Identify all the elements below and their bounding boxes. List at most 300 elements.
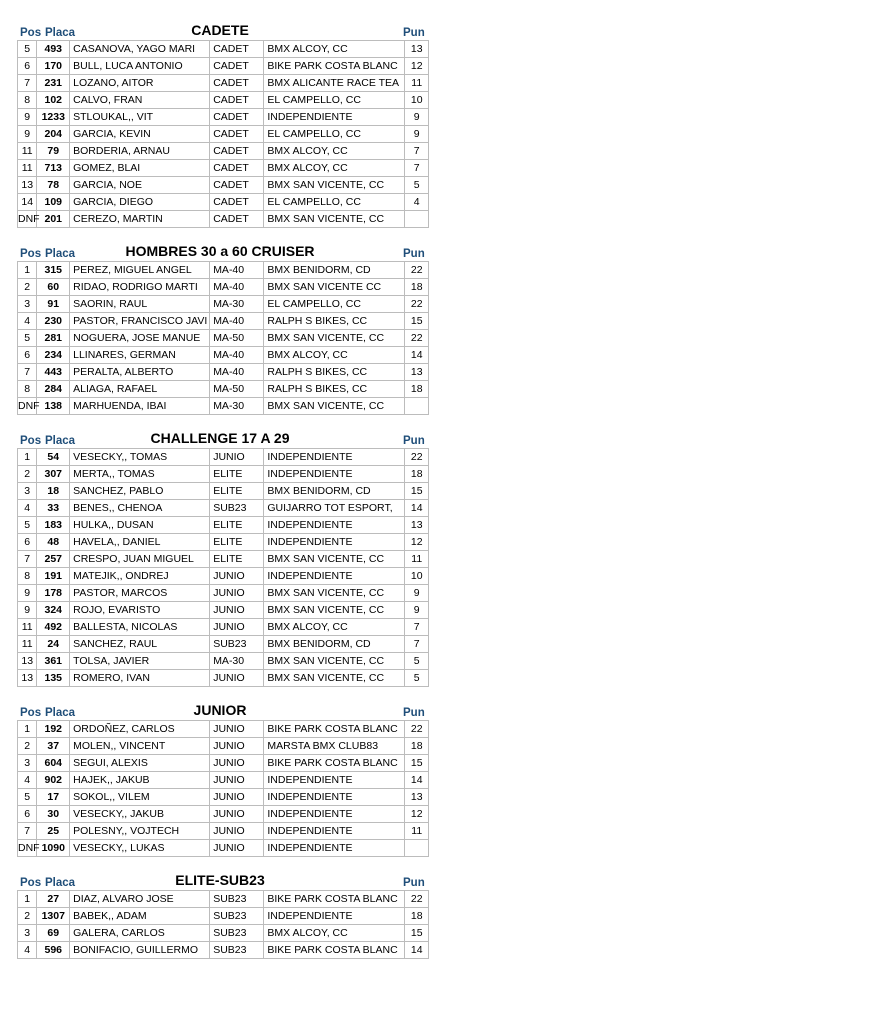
position-cell: 6 [18, 534, 37, 551]
position-cell: 11 [18, 636, 37, 653]
rider-name-cell: ORDOÑEZ, CARLOS [70, 721, 210, 738]
plate-number-cell: 315 [37, 262, 70, 279]
club-cell: INDEPENDIENTE [264, 449, 405, 466]
plate-number-cell: 191 [37, 568, 70, 585]
points-cell: 14 [405, 500, 429, 517]
position-cell: 5 [18, 789, 37, 806]
points-cell: 22 [405, 449, 429, 466]
plate-number-cell: 18 [37, 483, 70, 500]
points-cell: 10 [405, 92, 429, 109]
club-cell: BMX SAN VICENTE CC [264, 279, 405, 296]
table-row [18, 92, 429, 109]
points-cell: 22 [405, 262, 429, 279]
club-cell: RALPH S BIKES, CC [264, 313, 405, 330]
category-cell: JUNIO [210, 568, 264, 585]
table-row [18, 262, 429, 279]
rider-name-cell: NOGUERA, JOSE MANUE [70, 330, 210, 347]
category-cell: CADET [210, 58, 264, 75]
rider-name-cell: GARCIA, KEVIN [70, 126, 210, 143]
plate-number-cell: 78 [37, 177, 70, 194]
column-header-placa: Placa [45, 248, 76, 260]
position-cell: 4 [18, 313, 37, 330]
position-cell: 8 [18, 92, 37, 109]
plate-number-cell: 234 [37, 347, 70, 364]
table-row [18, 466, 429, 483]
category-cell: ELITE [210, 517, 264, 534]
plate-number-cell: 713 [37, 160, 70, 177]
rider-name-cell: ALIAGA, RAFAEL [70, 381, 210, 398]
category-cell: JUNIO [210, 602, 264, 619]
plate-number-cell: 109 [37, 194, 70, 211]
section-header [17, 239, 429, 261]
rider-name-cell: HAJEK,, JAKUB [70, 772, 210, 789]
club-cell: BMX ALCOY, CC [264, 41, 405, 58]
position-cell: 2 [18, 738, 37, 755]
position-cell: 4 [18, 500, 37, 517]
table-row [18, 41, 429, 58]
plate-number-cell: 25 [37, 823, 70, 840]
points-cell: 11 [405, 823, 429, 840]
plate-number-cell: 1090 [37, 840, 70, 857]
plate-number-cell: 183 [37, 517, 70, 534]
results-section [17, 698, 429, 857]
points-cell: 15 [405, 313, 429, 330]
club-cell: BMX SAN VICENTE, CC [264, 330, 405, 347]
club-cell: EL CAMPELLO, CC [264, 194, 405, 211]
column-header-pos: Pos [20, 707, 42, 719]
section-title: JUNIOR [193, 702, 247, 718]
club-cell: BIKE PARK COSTA BLANC [264, 891, 405, 908]
club-cell: INDEPENDIENTE [264, 823, 405, 840]
plate-number-cell: 284 [37, 381, 70, 398]
points-cell: 12 [405, 534, 429, 551]
section-title: HOMBRES 30 a 60 CRUISER [125, 243, 315, 259]
rider-name-cell: CRESPO, JUAN MIGUEL [70, 551, 210, 568]
rider-name-cell: GARCIA, NOE [70, 177, 210, 194]
table-row [18, 721, 429, 738]
club-cell: INDEPENDIENTE [264, 908, 405, 925]
category-cell: MA-40 [210, 347, 264, 364]
table-row [18, 109, 429, 126]
position-cell: 6 [18, 347, 37, 364]
rider-name-cell: VESECKY,, TOMAS [70, 449, 210, 466]
column-header-pos: Pos [20, 27, 42, 39]
column-header-placa: Placa [45, 27, 76, 39]
plate-number-cell: 324 [37, 602, 70, 619]
rider-name-cell: ROMERO, IVAN [70, 670, 210, 687]
category-cell: CADET [210, 177, 264, 194]
plate-number-cell: 37 [37, 738, 70, 755]
position-cell: 2 [18, 466, 37, 483]
club-cell: BMX ALCOY, CC [264, 925, 405, 942]
position-cell: 9 [18, 602, 37, 619]
results-document [17, 18, 429, 970]
points-cell: 12 [405, 806, 429, 823]
position-cell: 9 [18, 585, 37, 602]
plate-number-cell: 48 [37, 534, 70, 551]
category-cell: JUNIO [210, 840, 264, 857]
rider-name-cell: PEREZ, MIGUEL ANGEL [70, 262, 210, 279]
points-cell: 13 [405, 517, 429, 534]
column-header-placa: Placa [45, 707, 76, 719]
club-cell: INDEPENDIENTE [264, 534, 405, 551]
section-header [17, 426, 429, 448]
points-cell: 13 [405, 41, 429, 58]
category-cell: SUB23 [210, 636, 264, 653]
plate-number-cell: 27 [37, 891, 70, 908]
category-cell: SUB23 [210, 942, 264, 959]
club-cell: GUIJARRO TOT ESPORT, [264, 500, 405, 517]
points-cell [405, 398, 429, 415]
rider-name-cell: STLOUKAL,, VIT [70, 109, 210, 126]
rider-name-cell: CEREZO, MARTIN [70, 211, 210, 228]
rider-name-cell: SANCHEZ, PABLO [70, 483, 210, 500]
rider-name-cell: SOKOL,, VILEM [70, 789, 210, 806]
points-cell: 11 [405, 75, 429, 92]
club-cell: BIKE PARK COSTA BLANC [264, 721, 405, 738]
results-section [17, 868, 429, 959]
position-cell: 1 [18, 262, 37, 279]
position-cell: 7 [18, 364, 37, 381]
club-cell: BMX BENIDORM, CD [264, 636, 405, 653]
points-cell: 13 [405, 789, 429, 806]
club-cell: INDEPENDIENTE [264, 109, 405, 126]
column-header-pos: Pos [20, 248, 42, 260]
table-row [18, 823, 429, 840]
points-cell: 18 [405, 381, 429, 398]
section-title: CHALLENGE 17 A 29 [150, 430, 290, 446]
column-header-pos: Pos [20, 877, 42, 889]
category-cell: CADET [210, 75, 264, 92]
plate-number-cell: 91 [37, 296, 70, 313]
category-cell: MA-40 [210, 313, 264, 330]
club-cell: BIKE PARK COSTA BLANC [264, 942, 405, 959]
rider-name-cell: MOLEN,, VINCENT [70, 738, 210, 755]
plate-number-cell: 902 [37, 772, 70, 789]
position-cell: 11 [18, 619, 37, 636]
column-header-pun: Pun [403, 248, 425, 260]
column-header-pos: Pos [20, 435, 42, 447]
plate-number-cell: 138 [37, 398, 70, 415]
points-cell: 4 [405, 194, 429, 211]
club-cell: RALPH S BIKES, CC [264, 364, 405, 381]
results-table [17, 448, 429, 687]
points-cell: 11 [405, 551, 429, 568]
category-cell: SUB23 [210, 925, 264, 942]
plate-number-cell: 1233 [37, 109, 70, 126]
rider-name-cell: TOLSA, JAVIER [70, 653, 210, 670]
category-cell: CADET [210, 143, 264, 160]
position-cell: 1 [18, 721, 37, 738]
plate-number-cell: 231 [37, 75, 70, 92]
rider-name-cell: CALVO, FRAN [70, 92, 210, 109]
club-cell: BMX SAN VICENTE, CC [264, 585, 405, 602]
table-row [18, 738, 429, 755]
category-cell: JUNIO [210, 755, 264, 772]
points-cell: 18 [405, 466, 429, 483]
rider-name-cell: MARHUENDA, IBAI [70, 398, 210, 415]
table-row [18, 143, 429, 160]
plate-number-cell: 307 [37, 466, 70, 483]
points-cell: 14 [405, 772, 429, 789]
table-row [18, 160, 429, 177]
category-cell: JUNIO [210, 772, 264, 789]
table-row [18, 755, 429, 772]
points-cell: 14 [405, 942, 429, 959]
category-cell: CADET [210, 109, 264, 126]
position-cell: 11 [18, 143, 37, 160]
club-cell: INDEPENDIENTE [264, 772, 405, 789]
category-cell: SUB23 [210, 500, 264, 517]
club-cell: EL CAMPELLO, CC [264, 92, 405, 109]
points-cell: 18 [405, 908, 429, 925]
results-table [17, 40, 429, 228]
category-cell: CADET [210, 194, 264, 211]
club-cell: MARSTA BMX CLUB83 [264, 738, 405, 755]
plate-number-cell: 24 [37, 636, 70, 653]
rider-name-cell: PERALTA, ALBERTO [70, 364, 210, 381]
section-header [17, 18, 429, 40]
rider-name-cell: BONIFACIO, GUILLERMO [70, 942, 210, 959]
plate-number-cell: 604 [37, 755, 70, 772]
category-cell: JUNIO [210, 670, 264, 687]
plate-number-cell: 230 [37, 313, 70, 330]
rider-name-cell: SANCHEZ, RAUL [70, 636, 210, 653]
club-cell: EL CAMPELLO, CC [264, 296, 405, 313]
plate-number-cell: 54 [37, 449, 70, 466]
plate-number-cell: 493 [37, 41, 70, 58]
club-cell: RALPH S BIKES, CC [264, 381, 405, 398]
table-row [18, 296, 429, 313]
category-cell: MA-30 [210, 398, 264, 415]
results-table [17, 890, 429, 959]
club-cell: INDEPENDIENTE [264, 789, 405, 806]
table-row [18, 840, 429, 857]
position-cell: 7 [18, 75, 37, 92]
category-cell: MA-40 [210, 364, 264, 381]
table-row [18, 58, 429, 75]
section-title: ELITE-SUB23 [175, 872, 265, 888]
rider-name-cell: BABEK,, ADAM [70, 908, 210, 925]
column-header-pun: Pun [403, 877, 425, 889]
points-cell: 22 [405, 721, 429, 738]
points-cell: 15 [405, 483, 429, 500]
column-header-pun: Pun [403, 707, 425, 719]
rider-name-cell: SEGUI, ALEXIS [70, 755, 210, 772]
column-header-pun: Pun [403, 27, 425, 39]
plate-number-cell: 192 [37, 721, 70, 738]
position-cell: DNF [18, 211, 37, 228]
table-row [18, 568, 429, 585]
rider-name-cell: BORDERIA, ARNAU [70, 143, 210, 160]
club-cell: BMX ALCOY, CC [264, 143, 405, 160]
section-title: CADETE [191, 22, 249, 38]
category-cell: SUB23 [210, 908, 264, 925]
points-cell: 22 [405, 330, 429, 347]
plate-number-cell: 17 [37, 789, 70, 806]
column-header-placa: Placa [45, 877, 76, 889]
table-row [18, 194, 429, 211]
position-cell: DNF [18, 398, 37, 415]
category-cell: MA-30 [210, 296, 264, 313]
points-cell: 9 [405, 126, 429, 143]
club-cell: EL CAMPELLO, CC [264, 126, 405, 143]
category-cell: CADET [210, 126, 264, 143]
rider-name-cell: POLESNY,, VOJTECH [70, 823, 210, 840]
table-row [18, 279, 429, 296]
plate-number-cell: 1307 [37, 908, 70, 925]
points-cell: 10 [405, 568, 429, 585]
category-cell: SUB23 [210, 891, 264, 908]
results-table [17, 261, 429, 415]
table-row [18, 381, 429, 398]
points-cell: 12 [405, 58, 429, 75]
rider-name-cell: GOMEZ, BLAI [70, 160, 210, 177]
club-cell: BMX SAN VICENTE, CC [264, 211, 405, 228]
table-row [18, 75, 429, 92]
plate-number-cell: 492 [37, 619, 70, 636]
category-cell: JUNIO [210, 449, 264, 466]
points-cell: 5 [405, 653, 429, 670]
rider-name-cell: CASANOVA, YAGO MARI [70, 41, 210, 58]
points-cell: 9 [405, 585, 429, 602]
category-cell: MA-40 [210, 262, 264, 279]
rider-name-cell: MATEJIK,, ONDREJ [70, 568, 210, 585]
table-row [18, 211, 429, 228]
position-cell: 9 [18, 109, 37, 126]
position-cell: 13 [18, 670, 37, 687]
points-cell: 14 [405, 347, 429, 364]
rider-name-cell: HULKA,, DUSAN [70, 517, 210, 534]
plate-number-cell: 30 [37, 806, 70, 823]
table-row [18, 126, 429, 143]
position-cell: 14 [18, 194, 37, 211]
club-cell: BMX SAN VICENTE, CC [264, 602, 405, 619]
plate-number-cell: 102 [37, 92, 70, 109]
rider-name-cell: LOZANO, AITOR [70, 75, 210, 92]
position-cell: 4 [18, 942, 37, 959]
position-cell: 9 [18, 126, 37, 143]
table-row [18, 330, 429, 347]
table-row [18, 398, 429, 415]
club-cell: BMX ALCOY, CC [264, 160, 405, 177]
club-cell: BMX SAN VICENTE, CC [264, 653, 405, 670]
table-row [18, 942, 429, 959]
club-cell: BIKE PARK COSTA BLANC [264, 755, 405, 772]
points-cell: 5 [405, 670, 429, 687]
rider-name-cell: VESECKY,, LUKAS [70, 840, 210, 857]
position-cell: 1 [18, 449, 37, 466]
points-cell: 5 [405, 177, 429, 194]
plate-number-cell: 170 [37, 58, 70, 75]
category-cell: ELITE [210, 551, 264, 568]
category-cell: JUNIO [210, 738, 264, 755]
points-cell: 13 [405, 364, 429, 381]
plate-number-cell: 79 [37, 143, 70, 160]
club-cell: BMX ALCOY, CC [264, 619, 405, 636]
rider-name-cell: MERTA,, TOMAS [70, 466, 210, 483]
rider-name-cell: HAVELA,, DANIEL [70, 534, 210, 551]
rider-name-cell: ROJO, EVARISTO [70, 602, 210, 619]
table-row [18, 534, 429, 551]
plate-number-cell: 257 [37, 551, 70, 568]
table-row [18, 177, 429, 194]
points-cell: 18 [405, 279, 429, 296]
position-cell: 7 [18, 823, 37, 840]
position-cell: 6 [18, 806, 37, 823]
position-cell: 2 [18, 908, 37, 925]
rider-name-cell: GARCIA, DIEGO [70, 194, 210, 211]
table-row [18, 891, 429, 908]
rider-name-cell: VESECKY,, JAKUB [70, 806, 210, 823]
table-row [18, 602, 429, 619]
rider-name-cell: BENES,, CHENOA [70, 500, 210, 517]
category-cell: MA-50 [210, 330, 264, 347]
position-cell: 7 [18, 551, 37, 568]
club-cell: BMX SAN VICENTE, CC [264, 177, 405, 194]
table-row [18, 653, 429, 670]
category-cell: ELITE [210, 483, 264, 500]
plate-number-cell: 281 [37, 330, 70, 347]
rider-name-cell: DIAZ, ALVARO JOSE [70, 891, 210, 908]
points-cell: 15 [405, 755, 429, 772]
points-cell: 7 [405, 160, 429, 177]
position-cell: 5 [18, 517, 37, 534]
club-cell: BMX BENIDORM, CD [264, 262, 405, 279]
category-cell: ELITE [210, 534, 264, 551]
points-cell: 9 [405, 109, 429, 126]
plate-number-cell: 443 [37, 364, 70, 381]
table-row [18, 313, 429, 330]
points-cell: 22 [405, 891, 429, 908]
club-cell: INDEPENDIENTE [264, 840, 405, 857]
rider-name-cell: RIDAO, RODRIGO MARTI [70, 279, 210, 296]
table-row [18, 347, 429, 364]
position-cell: 4 [18, 772, 37, 789]
points-cell: 9 [405, 602, 429, 619]
position-cell: 11 [18, 160, 37, 177]
category-cell: JUNIO [210, 789, 264, 806]
club-cell: BMX BENIDORM, CD [264, 483, 405, 500]
rider-name-cell: BALLESTA, NICOLAS [70, 619, 210, 636]
category-cell: CADET [210, 160, 264, 177]
results-section [17, 18, 429, 228]
table-row [18, 772, 429, 789]
position-cell: 6 [18, 58, 37, 75]
results-section [17, 239, 429, 415]
plate-number-cell: 178 [37, 585, 70, 602]
column-header-pun: Pun [403, 435, 425, 447]
position-cell: 5 [18, 330, 37, 347]
table-row [18, 806, 429, 823]
plate-number-cell: 135 [37, 670, 70, 687]
club-cell: BMX SAN VICENTE, CC [264, 398, 405, 415]
category-cell: JUNIO [210, 721, 264, 738]
points-cell: 22 [405, 296, 429, 313]
rider-name-cell: BULL, LUCA ANTONIO [70, 58, 210, 75]
position-cell: 3 [18, 483, 37, 500]
rider-name-cell: PASTOR, MARCOS [70, 585, 210, 602]
category-cell: MA-30 [210, 653, 264, 670]
column-header-placa: Placa [45, 435, 76, 447]
points-cell: 7 [405, 619, 429, 636]
table-row [18, 636, 429, 653]
table-row [18, 789, 429, 806]
category-cell: JUNIO [210, 619, 264, 636]
table-row [18, 364, 429, 381]
table-row [18, 517, 429, 534]
plate-number-cell: 204 [37, 126, 70, 143]
